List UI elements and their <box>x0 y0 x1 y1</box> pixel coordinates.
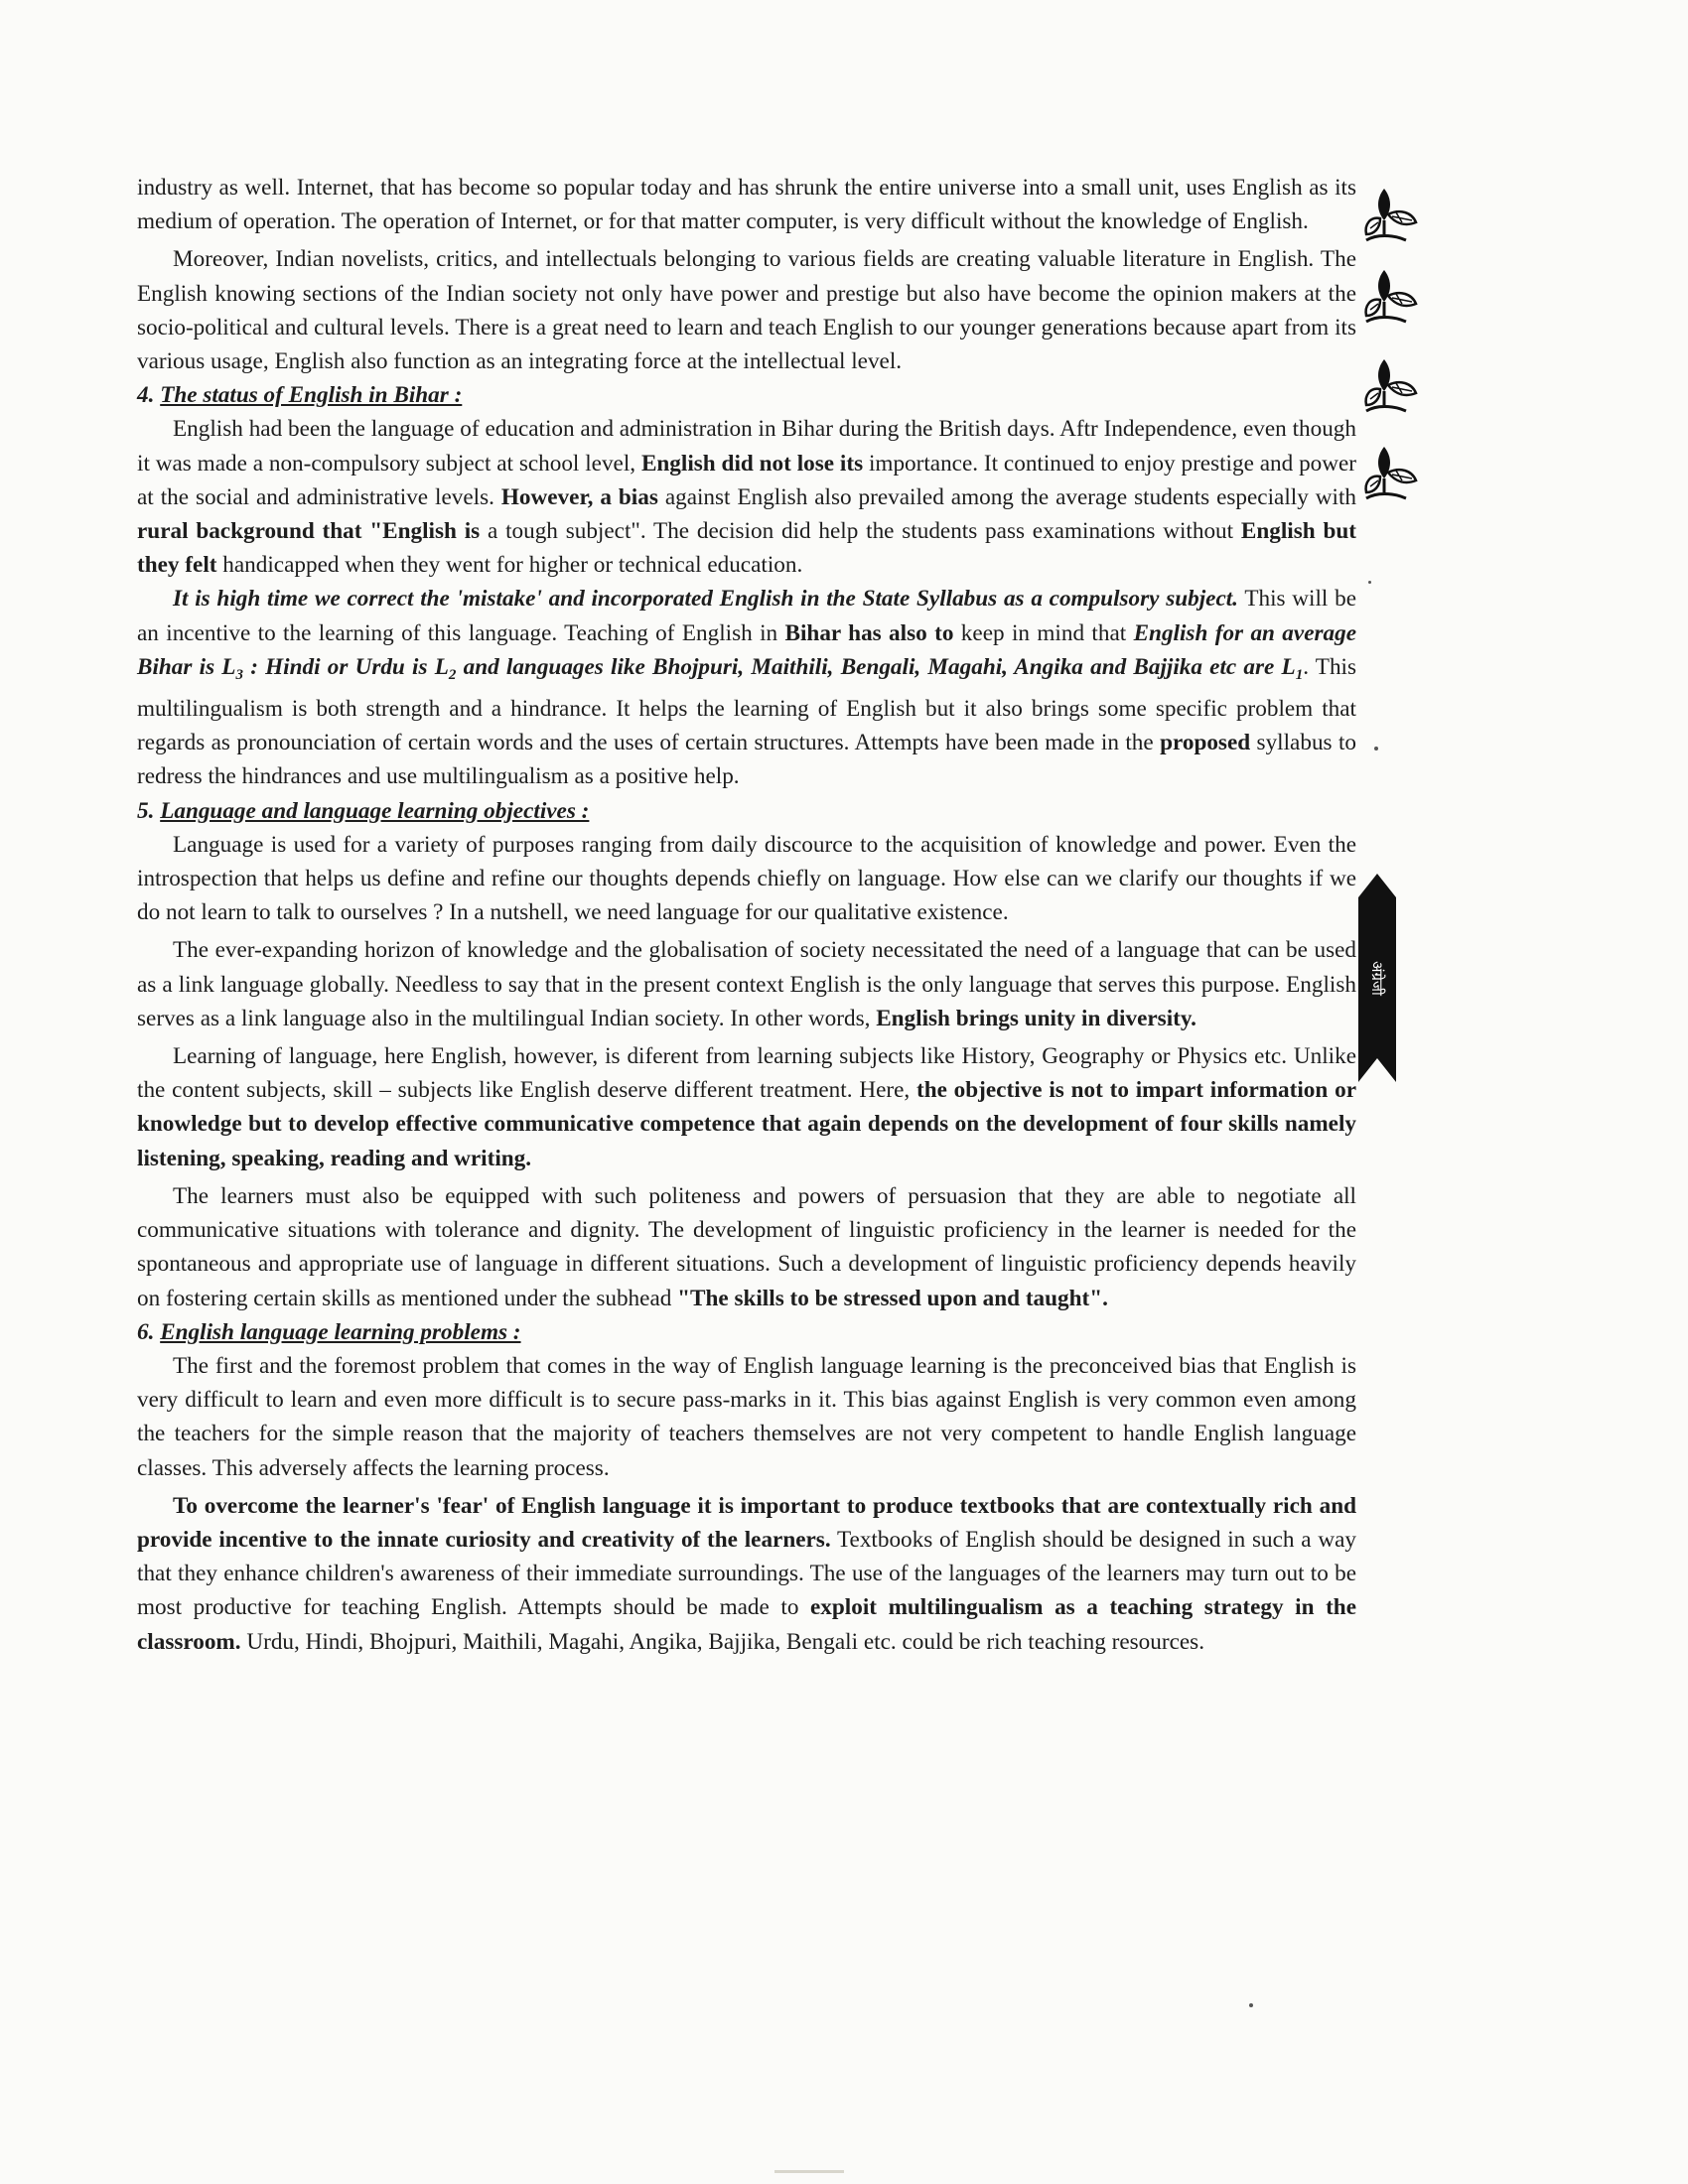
leaf-bird-ornament-icon <box>1362 185 1420 246</box>
paragraph: English had been the language of education and administration in Bihar during the British days. Aftr Independence, even though it was made a non-compulsory subject at school level, English did not lose its importance. It continued to enjoy prestige and power at the social and administrative levels. However, a bias against English also prevailed among the average students especially with rural background that "English is a tough subject". The decision did help the students pass examinations without English but they felt handicapped when they went for higher or technical education. <box>137 416 1357 579</box>
side-tab-label: अंग्रेजी <box>1368 960 1386 996</box>
paragraph: industry as well. Internet, that has become so popular today and has shrunk the entire universe into a small unit, uses English as its medium of operation. The operation of Internet, or for that matter computer, is very difficult without the knowledge of English. <box>137 175 1356 235</box>
paragraph: To overcome the learner's 'fear' of English language it is important to produce textbooks that are contextually rich and provide incentive to the innate curiosity and creativity of the learners. Textbooks of English should be designed in such a way that they enhance children's awareness of their immediate surroundings. The use of the languages of the learners may turn out to be most productive for teaching English. Attempts should be made to exploit multilingualism as a teaching strategy in the classroom. Urdu, Hindi, Bhojpuri, Maithili, Magahi, Angika, Bajjika, Bengali etc. could be rich teaching resources. <box>137 1492 1356 1655</box>
scan-speck <box>1249 2003 1253 2007</box>
section-heading: 5. Language and language learning objectives : <box>137 797 590 824</box>
section-heading: 6. English language learning problems : <box>137 1318 521 1345</box>
page-text <box>137 171 1356 1659</box>
paragraph: The learners must also be equipped with such politeness and powers of persuasion that they are able to negotiate all communicative situations with tolerance and dignity. The development of linguistic proficiency in the learner is needed for the spontaneous and appropriate use of language in different situations. Such a development of linguistic proficiency depends heavily on fostering certain skills as mentioned under the subhead "The skills to be stressed upon and taught". <box>137 1182 1356 1311</box>
scan-speck <box>1368 581 1371 584</box>
paragraph: Language is used for a variety of purposes ranging from daily discource to the acquisition of knowledge and power. Even the introspection that helps us define and refine our thoughts depends chiefly on language. How else can we clarify our thoughts if we do not learn to talk to ourselves ? In a nutshell, we need language for our qualitative existence. <box>137 831 1356 926</box>
page-footer-rule <box>774 2170 844 2173</box>
paragraph: Learning of language, here English, however, is diferent from learning subjects like History, Geography or Physics etc. Unlike the content subjects, skill – subjects like English deserve different treatment. Here, the objective is not to impart information or knowledge but to develop effective communicative competence that again depends on the development of four skills namely listening, speaking, reading and writing. <box>137 1043 1356 1171</box>
leaf-bird-ornament-icon <box>1362 443 1420 504</box>
paragraph: The ever-expanding horizon of knowledge and the globalisation of society necessitated the need of a language that can be used as a link language globally. Needless to say that in the present context English is the only language that serves this purpose. English serves as a link language also in the multilingual Indian society. In other words, English brings unity in diversity. <box>137 937 1356 1031</box>
leaf-bird-ornament-icon <box>1362 266 1420 328</box>
paragraph: Moreover, Indian novelists, critics, and intellectuals belonging to various fields are creating valuable literature in English. The English knowing sections of the Indian society not only have power and prestige but also have become the opinion makers at the socio-political and cultural levels. There is a great need to learn and teach English to our younger generations because apart from its various usage, English also function as an integrating force at the intellectual level. <box>137 246 1356 375</box>
scan-speck <box>1374 747 1378 751</box>
leaf-bird-ornament-icon <box>1362 355 1420 417</box>
paragraph: The first and the foremost problem that comes in the way of English language learning is the preconceived bias that English is very difficult to learn and even more difficult is to secure pass-marks in it. This bias against English is very common even among the teachers for the simple reason that the majority of teachers themselves are not very competent to handle English language classes. This adversely affects the learning process. <box>137 1352 1356 1481</box>
paragraph: It is high time we correct the 'mistake' and incorporated English in the State Syllabus as a compulsory subject. This will be an incentive to the learning of this language. Teaching of English in Bihar has also to keep in mind that English for an average Bihar is $L_3$ : Hindi or Urdu is $L_2$ and languages like Bhojpuri, Maithili, Bengali, Magahi, Angika and Bajjika etc are $L_1$. This multilingualism is both strength and a hindrance. It helps the learning of English but it also brings some specific problem that regards as pronounciation of certain words and the uses of certain structures. Attempts have been made in the proposed syllabus to redress the hindrances and use multilingualism as a positive help. <box>137 586 1357 790</box>
section-heading: 4. The status of English in Bihar : <box>137 382 463 409</box>
